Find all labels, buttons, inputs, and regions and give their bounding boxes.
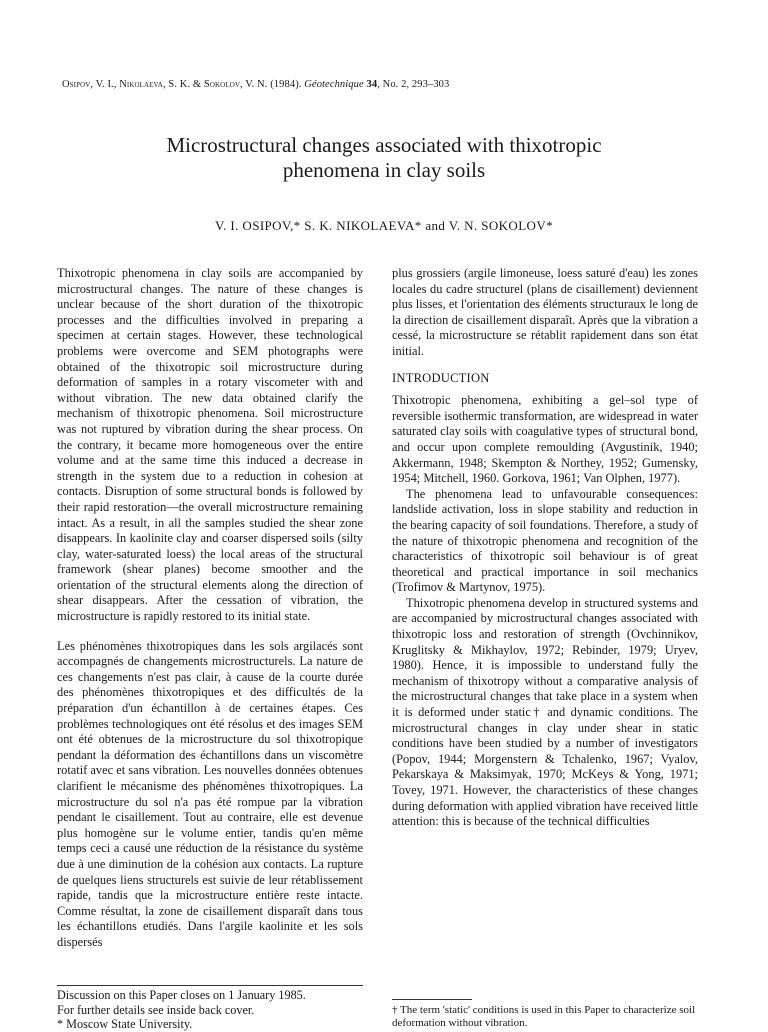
introduction-paragraph-2: The phenomena lead to unfavourable consequences: landslide activation, loss in slope stability and reduction in the bearing capacity of soil foundations. Therefore, a study of the nature of thixotropic phenomena and recognition of the characteristics of thixotropic soil behaviour is of great theoretical and practical importance in soil mechanics (Trofimov & Martynov, 1975). bbox=[392, 486, 698, 595]
abstract-french: Les phénomènes thixotropiques dans les sols argilacés sont accompagnés de changements microstructurels. La nature de ces changements n'est pas clair, à cause de la courte durée des phénomènes thixotropiques et des difficultés de la préparation d'un échantillon à de certaines étapes. Ces problèmes technologiques ont été résolus et des images SEM ont été obtenues de la microstructure du sol thixotropique pendant la déformation des échantillons dans un viscomètre rotatif avec et sans vibration. Les nouvelles données obtenues clarifient le mécanisme des phénomènes thixotropiques. La microstructure du sol n'a pas été rompue par la vibration pendant le cisaillement. Tout au contraire, elle est devenue plus homogène sur le volume entier, tandis qu'en même temps ceci a causé une réduction de la résistance du système due à une diminution de la cohésion aux contacts. La rupture de quelques liens structurels est suivie de leur rétablissement rapide, tandis que la microstructure entière reste intacte. Comme résultat, la zone de cisaillement disparaît dans tous les échantillons etudiés. Dans l'argile kaolinite et les sols dispersés bbox=[57, 638, 363, 949]
footnotes-left bbox=[57, 988, 363, 1032]
citation-year: (1984). bbox=[267, 79, 305, 90]
left-column bbox=[57, 266, 363, 951]
citation-journal: Géotechnique bbox=[304, 79, 364, 90]
paper-title-line-2: phenomena in clay soils bbox=[282, 158, 486, 182]
section-heading-introduction: INTRODUCTION bbox=[392, 370, 490, 385]
author-list: V. I. OSIPOV,* S. K. NIKOLAEVA* and V. N. SOKOLOV* bbox=[214, 218, 554, 233]
affiliation-note: * Moscow State University. bbox=[57, 1017, 193, 1031]
citation-issue-pages: , No. 2, 293–303 bbox=[377, 79, 450, 90]
footnote-divider-right bbox=[392, 999, 472, 1000]
introduction-paragraph-1: Thixotropic phenomena, exhibiting a gel–sol type of reversible isothermic transformation, are widespread in water saturated clay soils with coagulative types of structural bond, and occur upon complete remoulding (Avgustinik, 1940; Akkermann, 1948; Skempton & Northey, 1952; Gumensky, 1954; Mitchell, 1960. Gorkova, 1961; Van Olphen, 1977). bbox=[392, 393, 698, 486]
abstract-french-continued: plus grossiers (argile limoneuse, loess saturé d'eau) les zones locales du cadre structurel (plans de cisaillement) deviennent plus lisses, et l'orientation des éléments structuraux le long de la direction de cisaillement disparaît. Après que la vibration a cessé, la microstructure se rétablit rapidement dans son état initial. bbox=[392, 266, 698, 358]
static-term-footnote: † The term 'static' conditions is used in this Paper to characterize soil deformation without vibration. bbox=[392, 1004, 696, 1029]
footnotes-right bbox=[392, 1004, 698, 1030]
further-details-note: For further details see inside back cover. bbox=[57, 1002, 255, 1017]
right-column bbox=[392, 266, 698, 830]
introduction-paragraph-3: Thixotropic phenomena develop in structured systems and are accompanied by microstructural changes associated with thixotropic loss and restoration of strength (Ovchinnikov, Kruglitsky & Mikhaylov, 1972; Rebinder, 1979; Uryev, 1980). Hence, it is impossible to understand fully the mechanism of thixotropy without a comparative analysis of the microstructural changes that take place in a system when it is deformed under static† and dynamic conditions. The microstructural changes in clay under shear in static conditions have been studied by a number of investigators (Popov, 1944; Morgenstern & Tchalenko, 1967; Vyalov, Pekarskaya & Maksimyak, 1970; McKeys & Yong, 1971; Tovey, 1971. However, the characteristics of these changes during deformation with applied vibration have received little attention: this is because of the technical difficulties bbox=[392, 595, 698, 829]
paper-title-line-1: Microstructural changes associated with thixotropic bbox=[166, 133, 602, 157]
discussion-note: Discussion on this Paper closes on 1 January 1985. bbox=[57, 988, 306, 1002]
citation-line bbox=[62, 79, 702, 90]
footnote-divider-left bbox=[57, 985, 363, 986]
citation-authors: Osipov, V. I., Nikolaeva, S. K. & Sokolov, V. N. bbox=[62, 79, 268, 90]
citation-volume: 34 bbox=[363, 79, 378, 90]
abstract-english: Thixotropic phenomena in clay soils are accompanied by microstructural changes. The nature of these changes is unclear because of the short duration of the thixotropic processes and the difficulties involved in preparing a specimen at certain stages. However, these technological problems were overcome and SEM photographs were obtained of the thixotropic soil microstructure during deformation of samples in a rotary viscometer with and without vibration. The new data obtained clarify the mechanism of thixotropic phenomena. Soil microstructure was not ruptured by vibration during the shear process. On the contrary, it became more homogeneous over the entire volume and at the same time this induced a decrease in strength in the system due to a reduction in cohesion at contacts. Disruption of some structural bonds is followed by their rapid restoration—the overall microstructure remaining intact. As a result, in all the samples studied the shear zone disappears. In kaolinite clay and coarser dispersed soils (silty clay, water-saturated loess) the local areas of the structural framework (shear planes) become smoother and the orientation of the structural elements along the direction of shear disappears. After the cessation of vibration, the microstructure is rapidly restored to its initial state. bbox=[57, 266, 363, 624]
paper-title bbox=[60, 133, 708, 183]
